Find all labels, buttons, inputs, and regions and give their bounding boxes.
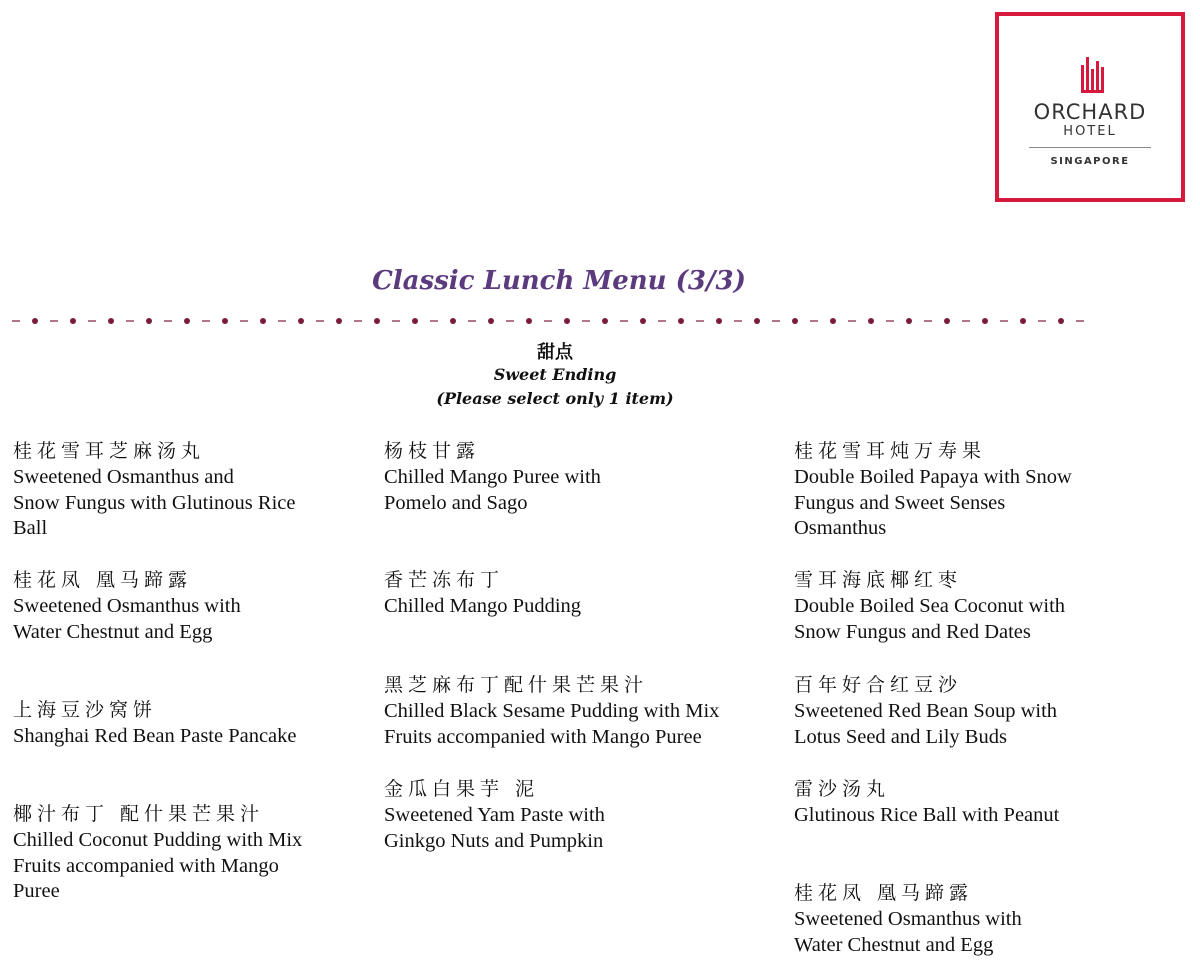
menu-item-name-en: Chilled Coconut Pudding with Mix Fruits accompanied with Mango Puree xyxy=(13,829,303,902)
menu-item-name-en: Double Boiled Sea Coconut with Snow Fungus and Red Dates xyxy=(794,595,1066,643)
menu-item-name-cn: 上海豆沙窝饼 xyxy=(13,699,158,721)
menu-item-name-en: Chilled Mango Puree with Pomelo and Sago xyxy=(384,466,601,514)
hotel-logo xyxy=(995,12,1185,202)
menu-item-name-en: Sweetened Osmanthus with Water Chestnut and Egg xyxy=(794,908,1022,956)
menu-item-name-en: Chilled Black Sesame Pudding with Mix Fruits accompanied with Mango Puree xyxy=(384,700,720,748)
menu-item-name-cn: 金瓜白果芋 泥 xyxy=(384,778,540,800)
menu-item xyxy=(384,567,784,620)
menu-item-name-en: Shanghai Red Bean Paste Pancake xyxy=(13,725,297,747)
menu-item-name-en: Sweetened Osmanthus and Snow Fungus with Glutinous Rice Ball xyxy=(13,466,296,539)
menu-item-name-en: Double Boiled Papaya with Snow Fungus and Sweet Senses Osmanthus xyxy=(794,466,1072,539)
menu-title: Classic Lunch Menu (3/3) xyxy=(372,266,746,296)
menu-item xyxy=(13,438,358,542)
menu-item xyxy=(13,697,358,750)
menu-item xyxy=(794,567,1184,645)
menu-item xyxy=(13,801,358,905)
logo-location: SINGAPORE xyxy=(1050,156,1130,167)
menu-item-name-cn: 桂花凤 凰马蹄露 xyxy=(794,882,974,904)
menu-item-name-cn: 雷沙汤丸 xyxy=(794,778,891,800)
menu-item-name-cn: 雪耳海底椰红枣 xyxy=(794,569,963,591)
menu-item xyxy=(384,438,784,516)
menu-item-name-en: Glutinous Rice Ball with Peanut xyxy=(794,804,1060,826)
logo-name-line1: ORCHARD xyxy=(1033,100,1147,124)
menu-item-name-cn: 桂花雪耳炖万寿果 xyxy=(794,440,987,462)
menu-item-name-cn: 桂花凤 凰马蹄露 xyxy=(13,569,193,591)
menu-item-name-cn: 百年好合红豆沙 xyxy=(794,674,963,696)
menu-item-name-cn: 黑芝麻布丁配什果芒果汁 xyxy=(384,674,649,696)
menu-item xyxy=(794,776,1184,829)
menu-item-name-en: Sweetened Yam Paste with Ginkgo Nuts and Pumpkin xyxy=(384,804,605,852)
menu-item-name-en: Sweetened Osmanthus with Water Chestnut and Egg xyxy=(13,595,241,643)
section-title-cn: 甜点 xyxy=(537,342,573,363)
section-note: (Please select only 1 item) xyxy=(436,389,674,408)
menu-item-name-cn: 杨枝甘露 xyxy=(384,440,481,462)
menu-item-name-cn: 香芒冻布丁 xyxy=(384,569,505,591)
menu-item-name-cn: 椰汁布丁 配什果芒果汁 xyxy=(13,803,265,825)
logo-divider xyxy=(1029,147,1151,148)
decorative-divider xyxy=(12,314,1087,328)
menu-item xyxy=(384,776,784,854)
menu-item xyxy=(794,438,1184,542)
menu-item xyxy=(794,672,1184,750)
section-title-en: Sweet Ending xyxy=(493,365,617,384)
menu-item xyxy=(13,567,358,645)
menu-item-name-en: Chilled Mango Pudding xyxy=(384,595,582,617)
orchard-hotel-bars-icon xyxy=(1081,57,1107,93)
logo-name-line2: HOTEL xyxy=(1063,124,1117,139)
menu-item-name-en: Sweetened Red Bean Soup with Lotus Seed and Lily Buds xyxy=(794,700,1058,748)
menu-item xyxy=(794,880,1184,958)
menu-item-name-cn: 桂花雪耳芝麻汤丸 xyxy=(13,440,206,462)
menu-item xyxy=(384,672,784,750)
